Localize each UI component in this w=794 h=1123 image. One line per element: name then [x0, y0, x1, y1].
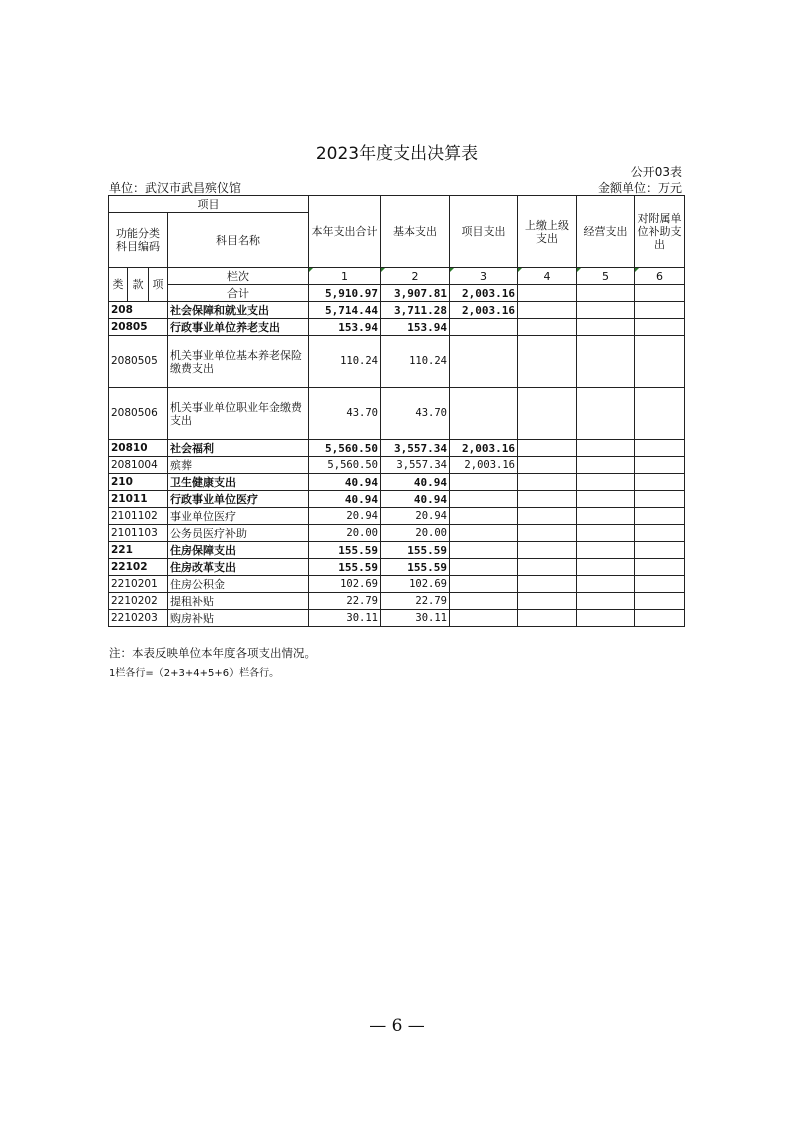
total-col5 — [577, 285, 635, 302]
row-col1: 43.70 — [309, 388, 381, 440]
row-col3 — [450, 559, 518, 576]
column-index-4: 4 — [518, 268, 577, 285]
row-subject-name: 卫生健康支出 — [168, 474, 309, 491]
row-col4 — [518, 559, 577, 576]
row-col3 — [450, 508, 518, 525]
table-row — [109, 542, 685, 559]
row-subject-name: 机关事业单位职业年金缴费支出 — [168, 388, 309, 440]
header-col2: 基本支出 — [381, 196, 450, 268]
row-col1: 110.24 — [309, 336, 381, 388]
row-col2: 3,711.28 — [381, 302, 450, 319]
note-description: 注：本表反映单位本年度各项支出情况。 — [109, 646, 316, 660]
row-col5 — [577, 457, 635, 474]
row-col6 — [635, 576, 685, 593]
row-code: 21011 — [109, 491, 168, 508]
total-col4 — [518, 285, 577, 302]
unit-name: 单位：武汉市武昌殡仪馆 — [109, 181, 242, 195]
header-col6: 对附属单位补助支出 — [635, 196, 685, 268]
row-col1: 5,560.50 — [309, 457, 381, 474]
row-subject-name: 行政事业单位医疗 — [168, 491, 309, 508]
row-code: 2080505 — [109, 336, 168, 388]
row-col4 — [518, 457, 577, 474]
table-row — [109, 474, 685, 491]
total-col2: 3,907.81 — [381, 285, 450, 302]
header-func-code: 功能分类科目编码 — [109, 213, 168, 268]
table-row — [109, 457, 685, 474]
row-col2: 155.59 — [381, 559, 450, 576]
row-subject-name: 提租补贴 — [168, 593, 309, 610]
row-col3 — [450, 542, 518, 559]
row-col4 — [518, 525, 577, 542]
table-row — [109, 388, 685, 440]
row-subject-name: 事业单位医疗 — [168, 508, 309, 525]
row-col6 — [635, 491, 685, 508]
row-subject-name: 机关事业单位基本养老保险缴费支出 — [168, 336, 309, 388]
table-row — [109, 336, 685, 388]
table-row — [109, 525, 685, 542]
table-row — [109, 593, 685, 610]
row-col1: 22.79 — [309, 593, 381, 610]
row-col1: 5,714.44 — [309, 302, 381, 319]
row-col2: 20.94 — [381, 508, 450, 525]
row-subject-name: 殡葬 — [168, 457, 309, 474]
page-title: 2023年度支出决算表 — [315, 144, 479, 164]
row-col2: 3,557.34 — [381, 440, 450, 457]
row-col2: 43.70 — [381, 388, 450, 440]
row-col2: 153.94 — [381, 319, 450, 336]
table-row — [109, 440, 685, 457]
table-row — [109, 508, 685, 525]
row-col1: 30.11 — [309, 610, 381, 627]
row-col6 — [635, 302, 685, 319]
row-col5 — [577, 336, 635, 388]
row-col2: 102.69 — [381, 576, 450, 593]
column-index-2: 2 — [381, 268, 450, 285]
row-col6 — [635, 440, 685, 457]
row-col2: 40.94 — [381, 474, 450, 491]
row-col5 — [577, 508, 635, 525]
total-col6 — [635, 285, 685, 302]
column-index-label: 栏次 — [168, 268, 309, 285]
form-number: 公开03表 — [630, 165, 682, 179]
row-col3 — [450, 336, 518, 388]
row-col4 — [518, 474, 577, 491]
row-subject-name: 住房改革支出 — [168, 559, 309, 576]
expenditure-table — [108, 195, 685, 627]
row-col4 — [518, 610, 577, 627]
row-col5 — [577, 559, 635, 576]
row-col5 — [577, 302, 635, 319]
row-col2: 155.59 — [381, 542, 450, 559]
row-col6 — [635, 336, 685, 388]
header-col1: 本年支出合计 — [309, 196, 381, 268]
row-col5 — [577, 491, 635, 508]
column-index-3: 3 — [450, 268, 518, 285]
row-col1: 155.59 — [309, 542, 381, 559]
header-xiang: 项 — [149, 268, 168, 302]
row-subject-name: 社会保障和就业支出 — [168, 302, 309, 319]
row-col4 — [518, 319, 577, 336]
row-col4 — [518, 440, 577, 457]
row-code: 2081004 — [109, 457, 168, 474]
row-col1: 155.59 — [309, 559, 381, 576]
row-col6 — [635, 388, 685, 440]
row-code: 2080506 — [109, 388, 168, 440]
row-col5 — [577, 388, 635, 440]
row-col6 — [635, 559, 685, 576]
total-label: 合计 — [168, 285, 309, 302]
row-col6 — [635, 474, 685, 491]
row-col4 — [518, 576, 577, 593]
header-kuan: 款 — [128, 268, 149, 302]
row-subject-name: 购房补贴 — [168, 610, 309, 627]
header-col4: 上缴上级支出 — [518, 196, 577, 268]
row-col4 — [518, 542, 577, 559]
total-col1: 5,910.97 — [309, 285, 381, 302]
row-col3 — [450, 388, 518, 440]
row-col2: 30.11 — [381, 610, 450, 627]
header-lei: 类 — [109, 268, 128, 302]
header-subject-name: 科目名称 — [168, 213, 309, 268]
row-col1: 102.69 — [309, 576, 381, 593]
row-code: 2101103 — [109, 525, 168, 542]
row-col3 — [450, 525, 518, 542]
row-code: 2210203 — [109, 610, 168, 627]
row-col3 — [450, 319, 518, 336]
row-col2: 20.00 — [381, 525, 450, 542]
note-formula: 1栏各行=（2+3+4+5+6）栏各行。 — [109, 668, 280, 679]
table-row — [109, 610, 685, 627]
row-col4 — [518, 388, 577, 440]
row-col6 — [635, 593, 685, 610]
row-col1: 20.94 — [309, 508, 381, 525]
row-col1: 40.94 — [309, 491, 381, 508]
row-subject-name: 住房公积金 — [168, 576, 309, 593]
row-subject-name: 住房保障支出 — [168, 542, 309, 559]
row-code: 2210202 — [109, 593, 168, 610]
row-col1: 153.94 — [309, 319, 381, 336]
row-col5 — [577, 440, 635, 457]
row-col1: 20.00 — [309, 525, 381, 542]
row-col5 — [577, 474, 635, 491]
row-col6 — [635, 525, 685, 542]
column-index-1: 1 — [309, 268, 381, 285]
header-col3: 项目支出 — [450, 196, 518, 268]
row-col3 — [450, 576, 518, 593]
row-code: 22102 — [109, 559, 168, 576]
row-code: 208 — [109, 302, 168, 319]
column-index-6: 6 — [635, 268, 685, 285]
row-col6 — [635, 457, 685, 474]
row-code: 2210201 — [109, 576, 168, 593]
row-col6 — [635, 319, 685, 336]
row-col4 — [518, 491, 577, 508]
row-col5 — [577, 593, 635, 610]
column-index-5: 5 — [577, 268, 635, 285]
row-code: 20810 — [109, 440, 168, 457]
row-subject-name: 公务员医疗补助 — [168, 525, 309, 542]
row-subject-name: 社会福利 — [168, 440, 309, 457]
page-number: — 6 — — [369, 1016, 425, 1036]
row-col3: 2,003.16 — [450, 440, 518, 457]
row-col3 — [450, 491, 518, 508]
row-col3 — [450, 610, 518, 627]
total-col3: 2,003.16 — [450, 285, 518, 302]
row-col1: 40.94 — [309, 474, 381, 491]
row-col1: 5,560.50 — [309, 440, 381, 457]
row-col5 — [577, 576, 635, 593]
row-col3 — [450, 593, 518, 610]
row-col6 — [635, 508, 685, 525]
table-row — [109, 319, 685, 336]
row-col5 — [577, 542, 635, 559]
row-col6 — [635, 610, 685, 627]
row-col4 — [518, 593, 577, 610]
row-col2: 22.79 — [381, 593, 450, 610]
row-col2: 110.24 — [381, 336, 450, 388]
row-col4 — [518, 508, 577, 525]
table-row — [109, 302, 685, 319]
row-code: 20805 — [109, 319, 168, 336]
table-row — [109, 491, 685, 508]
row-col5 — [577, 525, 635, 542]
row-col2: 40.94 — [381, 491, 450, 508]
row-col5 — [577, 319, 635, 336]
row-col3: 2,003.16 — [450, 457, 518, 474]
header-item: 项目 — [109, 196, 309, 213]
row-col5 — [577, 610, 635, 627]
row-col6 — [635, 542, 685, 559]
row-code: 210 — [109, 474, 168, 491]
table-row — [109, 576, 685, 593]
header-col5: 经营支出 — [577, 196, 635, 268]
table-row — [109, 559, 685, 576]
row-col4 — [518, 302, 577, 319]
row-col3 — [450, 474, 518, 491]
row-subject-name: 行政事业单位养老支出 — [168, 319, 309, 336]
row-code: 2101102 — [109, 508, 168, 525]
row-col2: 3,557.34 — [381, 457, 450, 474]
currency-unit: 金额单位：万元 — [597, 181, 682, 195]
row-col4 — [518, 336, 577, 388]
row-code: 221 — [109, 542, 168, 559]
row-col3: 2,003.16 — [450, 302, 518, 319]
